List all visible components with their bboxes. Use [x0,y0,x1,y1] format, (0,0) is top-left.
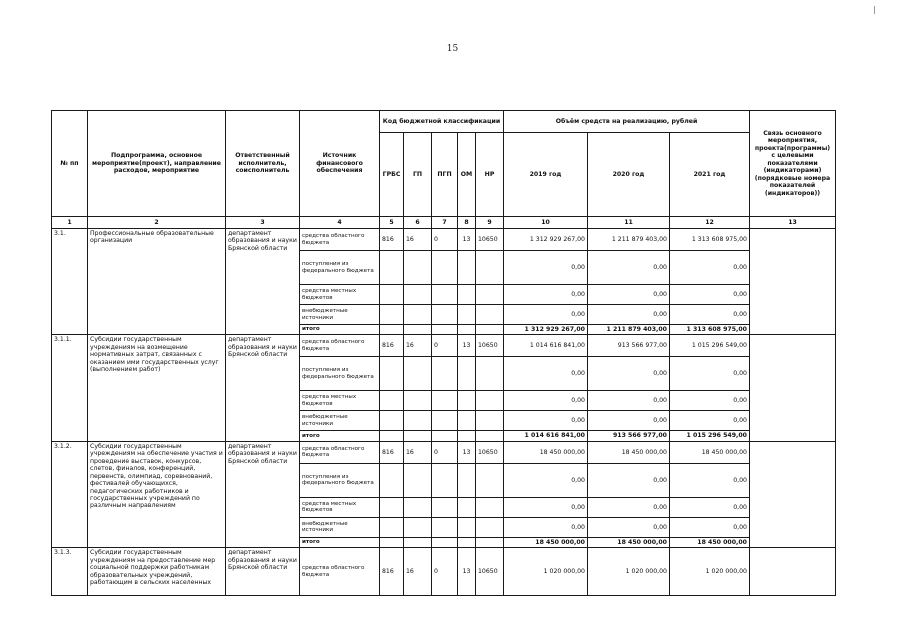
item-executor: департамент образования и науки Брянской области [226,229,300,335]
code-pgp [432,325,458,335]
code-pgp [432,251,458,285]
col-number: 9 [476,217,504,229]
code-nr [476,285,504,305]
code-grbs: 816 [380,441,404,463]
code-pgp: 0 [432,441,458,463]
funding-source: средства местных бюджетов [300,285,380,305]
amount-2021: 18 450 000,00 [670,537,750,547]
code-nr [476,411,504,431]
amount-2020: 0,00 [588,497,670,517]
amount-2019: 0,00 [504,285,588,305]
amount-2021: 0,00 [670,305,750,325]
amount-2020: 913 566 977,00 [588,431,670,441]
code-gp [404,431,432,441]
code-om [458,325,476,335]
code-om [458,251,476,285]
code-gp: 16 [404,229,432,251]
code-om [458,431,476,441]
amount-2019: 18 450 000,00 [504,441,588,463]
amount-2020: 1 020 000,00 [588,548,670,596]
amount-2019: 1 312 929 267,00 [504,325,588,335]
funding-source: средства местных бюджетов [300,497,380,517]
col-number: 4 [300,217,380,229]
code-om [458,305,476,325]
item-number: 3.1. [52,229,88,335]
indicator-link [750,548,836,596]
code-gp: 16 [404,441,432,463]
code-nr [476,251,504,285]
code-nr [476,431,504,441]
code-nr: 10650 [476,229,504,251]
amount-2020: 0,00 [588,411,670,431]
code-om [458,357,476,391]
amount-2021: 18 450 000,00 [670,441,750,463]
amount-2021: 0,00 [670,285,750,305]
code-gp: 16 [404,335,432,357]
code-gp [404,285,432,305]
code-pgp [432,411,458,431]
code-om [458,497,476,517]
amount-2020: 913 566 977,00 [588,335,670,357]
code-om [458,411,476,431]
funding-row [52,229,836,251]
header-source: Источник финансового обеспечения [300,111,380,217]
header-grbs: ГРБС [380,133,404,217]
header-2021: 2021 год [670,133,750,217]
code-nr: 10650 [476,441,504,463]
code-gp: 16 [404,548,432,596]
code-grbs [380,251,404,285]
code-pgp [432,517,458,537]
code-gp [404,325,432,335]
amount-2021: 0,00 [670,251,750,285]
code-gp [404,463,432,497]
col-number: 5 [380,217,404,229]
amount-2020: 18 450 000,00 [588,441,670,463]
page-number: 15 [446,44,459,54]
amount-2020: 0,00 [588,463,670,497]
indicator-link [750,335,836,441]
code-om [458,517,476,537]
code-pgp [432,431,458,441]
funding-source: итого [300,431,380,441]
funding-source: средства областного бюджета [300,229,380,251]
code-grbs [380,285,404,305]
header-om: ОМ [458,133,476,217]
amount-2020: 0,00 [588,357,670,391]
col-number: 10 [504,217,588,229]
amount-2021: 0,00 [670,463,750,497]
amount-2019: 1 014 616 841,00 [504,431,588,441]
code-grbs [380,497,404,517]
col-number: 12 [670,217,750,229]
funding-source: средства областного бюджета [300,548,380,596]
code-gp [404,357,432,391]
col-number: 8 [458,217,476,229]
code-om [458,391,476,411]
code-nr [476,357,504,391]
col-number: 3 [226,217,300,229]
funding-source: средства областного бюджета [300,335,380,357]
item-name: Субсидии государственным учреждениям на предоставление мер социальной поддержки работникам образовательных учреждений, работающим в сельских населенных [88,548,226,596]
funding-source: внебюджетные источники [300,305,380,325]
funding-source: внебюджетные источники [300,517,380,537]
amount-2019: 0,00 [504,391,588,411]
amount-2019: 0,00 [504,463,588,497]
code-pgp [432,497,458,517]
code-pgp [432,391,458,411]
code-grbs [380,391,404,411]
code-grbs [380,431,404,441]
header-nr: НР [476,133,504,217]
amount-2021: 1 015 296 549,00 [670,335,750,357]
code-nr: 10650 [476,548,504,596]
code-pgp [432,305,458,325]
col-number: 13 [750,217,836,229]
item-name: Субсидии государственным учреждениям на обеспечение участия и проведение выставок, конкурсов, слетов, финалов, конференций, первенств, олимпиад, соревнований, фестивалей обучающихся, педагогических работников и государственных учреждений по различным направлениям [88,441,226,547]
code-gp [404,251,432,285]
amount-2020: 0,00 [588,391,670,411]
code-nr [476,391,504,411]
amount-2021: 1 015 296 549,00 [670,431,750,441]
code-gp [404,517,432,537]
code-om: 13 [458,335,476,357]
amount-2021: 1 313 608 975,00 [670,229,750,251]
header-row [52,111,836,133]
amount-2019: 0,00 [504,357,588,391]
scan-mark [874,6,875,14]
item-name: Профессиональные образовательные организации [88,229,226,335]
code-om [458,537,476,547]
funding-row [52,335,836,357]
code-nr [476,325,504,335]
header-executor: Ответственный исполнитель, соисполнитель [226,111,300,217]
header-link: Связь основного мероприятия, проекта(программы) с целевыми показателями (индикаторами) (порядковые номера показателей (индикаторов)) [750,111,836,217]
amount-2021: 0,00 [670,517,750,537]
amount-2020: 1 211 879 403,00 [588,325,670,335]
item-name: Субсидии государственным учреждениям на возмещение нормативных затрат, связанных с оказанием ими государственных услуг (выполнением работ) [88,335,226,441]
col-number: 6 [404,217,432,229]
header-2019: 2019 год [504,133,588,217]
header-2020: 2020 год [588,133,670,217]
amount-2021: 1 313 608 975,00 [670,325,750,335]
code-nr [476,517,504,537]
code-pgp [432,537,458,547]
amount-2020: 0,00 [588,285,670,305]
amount-2019: 0,00 [504,305,588,325]
code-om: 13 [458,441,476,463]
code-pgp: 0 [432,548,458,596]
code-nr [476,537,504,547]
code-grbs [380,517,404,537]
code-grbs [380,463,404,497]
funding-source: внебюджетные источники [300,411,380,431]
code-pgp: 0 [432,229,458,251]
code-pgp [432,285,458,305]
col-number: 1 [52,217,88,229]
item-number: 3.1.2. [52,441,88,547]
item-executor: департамент образования и науки Брянской области [226,335,300,441]
item-number: 3.1.3. [52,548,88,596]
funding-row [52,441,836,463]
amount-2020: 0,00 [588,517,670,537]
header-pgp: ПГП [432,133,458,217]
amount-2021: 0,00 [670,391,750,411]
amount-2021: 0,00 [670,357,750,391]
funding-source: поступления из федерального бюджета [300,357,380,391]
amount-2019: 0,00 [504,497,588,517]
amount-2019: 1 020 000,00 [504,548,588,596]
code-grbs [380,411,404,431]
code-nr [476,463,504,497]
code-nr [476,497,504,517]
amount-2019: 1 014 616 841,00 [504,335,588,357]
code-gp [404,391,432,411]
amount-2020: 0,00 [588,251,670,285]
funding-source: поступления из федерального бюджета [300,251,380,285]
funding-source: поступления из федерального бюджета [300,463,380,497]
code-gp [404,411,432,431]
funding-source: средства областного бюджета [300,441,380,463]
col-number: 2 [88,217,226,229]
column-number-row [52,217,836,229]
code-grbs [380,325,404,335]
budget-table [51,110,836,596]
funding-row [52,548,836,596]
item-executor: департамент образования и науки Брянской области [226,548,300,596]
funding-source: средства местных бюджетов [300,391,380,411]
amount-2019: 18 450 000,00 [504,537,588,547]
amount-2021: 0,00 [670,497,750,517]
item-number: 3.1.1. [52,335,88,441]
amount-2020: 0,00 [588,305,670,325]
code-grbs [380,537,404,547]
col-number: 7 [432,217,458,229]
code-grbs: 816 [380,229,404,251]
code-om [458,463,476,497]
code-grbs: 816 [380,335,404,357]
header-program: Подпрограмма, основное мероприятие(проект), направление расходов, мероприятие [88,111,226,217]
funding-source: итого [300,537,380,547]
code-pgp: 0 [432,335,458,357]
code-gp [404,497,432,517]
code-pgp [432,357,458,391]
code-om: 13 [458,229,476,251]
code-nr [476,305,504,325]
amount-2019: 0,00 [504,411,588,431]
code-grbs [380,305,404,325]
amount-2019: 1 312 929 267,00 [504,229,588,251]
col-number: 11 [588,217,670,229]
code-pgp [432,463,458,497]
amount-2020: 18 450 000,00 [588,537,670,547]
header-no: № пп [52,111,88,217]
code-om [458,285,476,305]
header-volume: Объём средств на реализацию, рублей [504,111,750,133]
header-gp: ГП [404,133,432,217]
amount-2021: 1 020 000,00 [670,548,750,596]
code-om: 13 [458,548,476,596]
funding-source: итого [300,325,380,335]
indicator-link [750,441,836,547]
amount-2019: 0,00 [504,251,588,285]
code-nr: 10650 [476,335,504,357]
code-gp [404,537,432,547]
amount-2020: 1 211 879 403,00 [588,229,670,251]
amount-2019: 0,00 [504,517,588,537]
code-grbs: 816 [380,548,404,596]
header-budget-code: Код бюджетной классификации [380,111,504,133]
code-gp [404,305,432,325]
code-grbs [380,357,404,391]
indicator-link [750,229,836,335]
amount-2021: 0,00 [670,411,750,431]
item-executor: департамент образования и науки Брянской области [226,441,300,547]
